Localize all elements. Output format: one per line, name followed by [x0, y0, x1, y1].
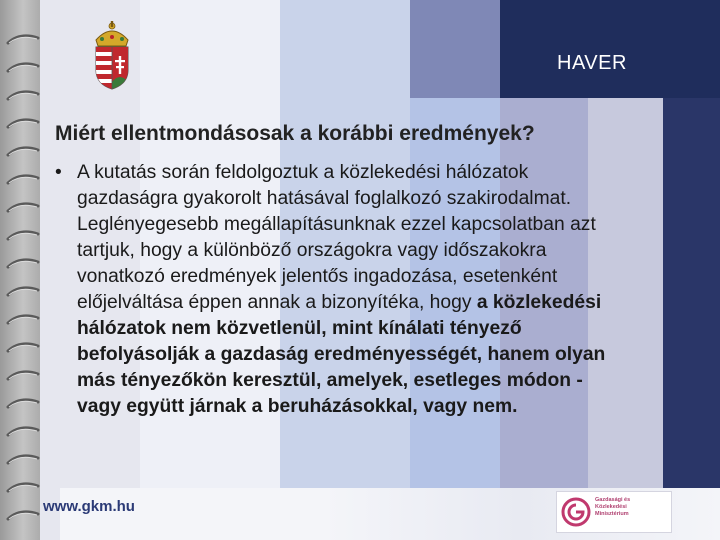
- binder-ring: [6, 342, 40, 354]
- gkm-logo: [556, 491, 672, 533]
- logo-line: Gazdasági és: [595, 497, 631, 503]
- paragraph-bold-text: a közlekedési hálózatok nem közvetlenül, mint kínálati tényező befolyásolják a gazdaság eredményességét, hanem olyan más tényezőkön keresztül, amelyek, esetleges módon - vagy együtt járnak a beruházásokkal, vagy nem.: [77, 292, 606, 417]
- header-shade: [410, 0, 500, 98]
- website-link[interactable]: www.gkm.hu: [43, 498, 135, 515]
- right-dark-column: [663, 98, 720, 488]
- binder-ring: [6, 230, 40, 242]
- slide-title: Miért ellentmondásosak a korábbi eredmények?: [55, 122, 535, 145]
- header-dark-block: [500, 0, 720, 98]
- binder-ring: [6, 258, 40, 270]
- logo-text: [595, 497, 667, 518]
- binder-ring: [6, 510, 40, 522]
- hungarian-coat-of-arms-icon: [88, 20, 136, 90]
- binder-ring: [6, 370, 40, 382]
- binder-ring: [6, 62, 40, 74]
- binder-ring: [6, 314, 40, 326]
- bullet-list: [55, 160, 615, 420]
- binder-ring: [6, 34, 40, 46]
- binder-ring: [6, 426, 40, 438]
- binder-ring: [6, 202, 40, 214]
- bullet-paragraph: [55, 160, 615, 420]
- binder-ring: [6, 286, 40, 298]
- binder-ring: [6, 90, 40, 102]
- binder-ring: [6, 146, 40, 158]
- brand-label: HAVER: [557, 52, 627, 74]
- logo-line: Minisztérium: [595, 511, 629, 517]
- bullet-marker: •: [55, 162, 62, 183]
- gkm-logo-icon: [561, 497, 591, 527]
- binder-ring: [6, 454, 40, 466]
- paragraph-normal-text: A kutatás során feldolgoztuk a közlekedési hálózatok gazdaságra gyakorolt hatásával foglalkozó szakirodalmat. Leglényegesebb megállapításunknak ezzel kapcsolatban azt tartjuk, hogy a különböző országokra vagy időszakokra vonatkozó eredmények jelentős ingadozása, esetenként előjelváltása éppen annak a bizonyítéka, hogy: [77, 162, 596, 313]
- binder-ring: [6, 482, 40, 494]
- binder-ring: [6, 398, 40, 410]
- binder-ring: [6, 118, 40, 130]
- binder-ring: [6, 174, 40, 186]
- binder-strip: [0, 0, 42, 540]
- logo-line: Közlekedési: [595, 504, 627, 510]
